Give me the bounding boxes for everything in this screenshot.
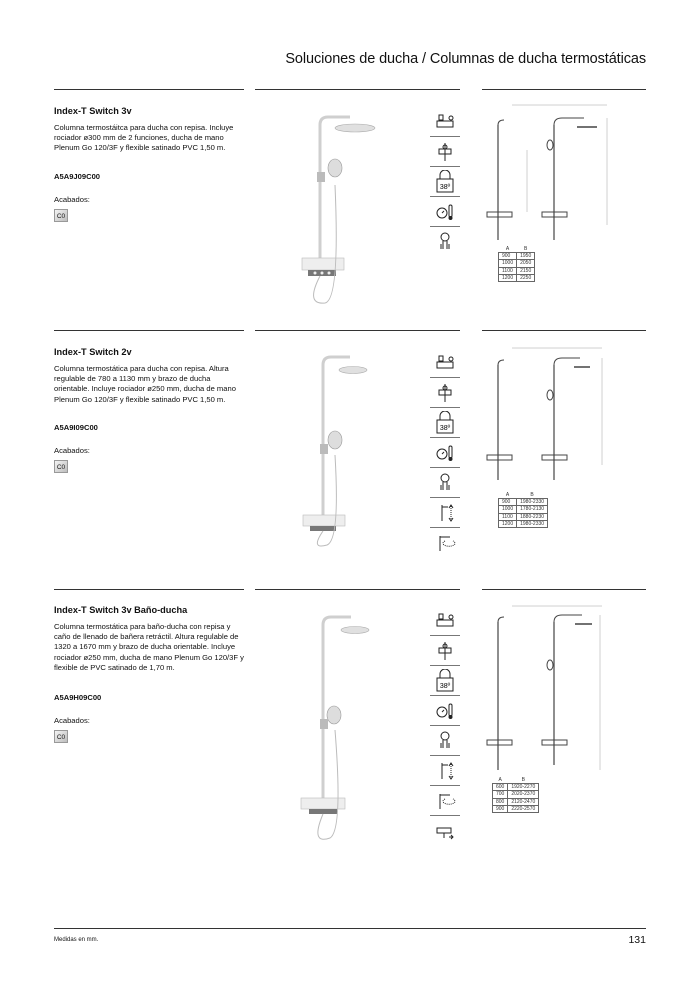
product-name: Index-T Switch 2v [54, 347, 132, 357]
divider [255, 589, 460, 590]
product-code: A5A9J09C00 [54, 172, 101, 181]
hand-press-button-icon [430, 227, 460, 257]
feature-icons [430, 107, 460, 257]
divider [255, 89, 460, 90]
dim-col-b-header: B [524, 246, 528, 252]
finish-swatch-chrome: C0 [54, 209, 68, 222]
swivel-arm-icon [430, 786, 460, 816]
temperature-lock-38-icon [430, 666, 460, 696]
swivel-arm-icon [430, 528, 460, 558]
finish-swatch-chrome: C0 [54, 730, 68, 743]
footer-note: Medidas en mm. [54, 937, 99, 943]
dim-a: 700 [493, 791, 508, 798]
divider [54, 589, 244, 590]
finishes-label: Acabados: [54, 716, 90, 725]
technical-drawing [482, 340, 647, 495]
temperature-badge: 38º [439, 424, 451, 432]
product-photo [255, 600, 415, 850]
dim-col-a-header: A [498, 777, 502, 783]
table-row [499, 253, 535, 260]
dim-col-a-header: A [505, 492, 510, 498]
temperature-lock-38-icon [430, 408, 460, 438]
divider [54, 89, 244, 90]
dim-a: 800 [493, 798, 508, 805]
table-row [493, 805, 539, 812]
product-code: A5A9I09C00 [54, 423, 98, 432]
feature-icons [430, 606, 460, 846]
dim-b: 1780-2130 [517, 506, 548, 513]
footer-divider [54, 928, 646, 929]
dim-a: 1100 [499, 513, 517, 520]
thermostatic-shelf-icon [430, 107, 460, 137]
dim-b: 1950 [517, 253, 535, 260]
table-row [493, 791, 539, 798]
product-name: Index-T Switch 3v [54, 106, 132, 116]
thermostatic-shelf-icon [430, 348, 460, 378]
eco-timer-temperature-icon [430, 696, 460, 726]
product-code: A5A9H09C00 [54, 693, 102, 702]
eco-timer-temperature-icon [430, 197, 460, 227]
dim-a: 1100 [499, 267, 517, 274]
technical-drawing [482, 100, 647, 255]
dim-col-b-header: B [530, 492, 534, 498]
dim-b: 2120-2470 [508, 798, 539, 805]
table-row [499, 274, 535, 281]
page-title: Soluciones de ducha / Columnas de ducha termostáticas [285, 51, 646, 67]
dim-a: 600 [493, 784, 508, 791]
dim-a: 900 [493, 805, 508, 812]
dim-a: 1200 [499, 520, 517, 527]
feature-icons [430, 348, 460, 558]
table-row [499, 513, 548, 520]
dim-b: 2220-2570 [508, 805, 539, 812]
dim-b: 1980-2330 [517, 520, 548, 527]
hand-press-button-icon [430, 468, 460, 498]
finishes-label: Acabados: [54, 195, 90, 204]
retractable-spout-icon [430, 816, 460, 846]
dim-b: 1980-2330 [517, 499, 548, 506]
eco-timer-temperature-icon [430, 438, 460, 468]
page-number: 131 [628, 934, 646, 946]
thermostat-valve-icon [430, 378, 460, 408]
product-name: Index-T Switch 3v Baño-ducha [54, 605, 188, 615]
table-row [493, 784, 539, 791]
table-row [499, 520, 548, 527]
product-description: Columna termostáitca para ducha con repisa. Incluye rociador ø300 mm de 2 funciones, ducha de mano Plenum Go 120/3F y flexible satinado PVC 1,50 m. [54, 123, 234, 153]
technical-drawing [482, 600, 647, 775]
finishes-label: Acabados: [54, 446, 90, 455]
divider [255, 330, 460, 331]
table-row [499, 499, 548, 506]
finish-swatch-chrome: C0 [54, 460, 68, 473]
adjustable-height-icon [430, 498, 460, 528]
dim-col-b-header: B [521, 777, 525, 783]
divider [54, 330, 244, 331]
dim-b: 2020-2370 [508, 791, 539, 798]
thermostat-valve-icon [430, 636, 460, 666]
table-row [499, 267, 535, 274]
dim-a: 1000 [499, 506, 517, 513]
table-row [493, 798, 539, 805]
product-description: Columna termostática para ducha con repisa. Altura regulable de 780 a 1130 mm y brazo de ducha orientable. Incluye rociador ø250 mm, ducha de mano Plenum Go 120/3F y flexible satinado PVC 1,50 m. [54, 364, 236, 404]
divider [482, 89, 646, 90]
thermostat-valve-icon [430, 137, 460, 167]
adjustable-height-icon [430, 756, 460, 786]
dimensions-table [498, 492, 548, 528]
dim-b: 2250 [517, 274, 535, 281]
divider [482, 330, 646, 331]
temperature-lock-38-icon [430, 167, 460, 197]
dim-b: 2150 [517, 267, 535, 274]
dim-b: 1880-2230 [517, 513, 548, 520]
temperature-badge: 38º [439, 183, 451, 191]
dim-a: 1200 [499, 274, 517, 281]
table-row [499, 506, 548, 513]
product-description: Columna termostática para baño-ducha con repisa y caño de llenado de bañera retráctil. Altura regulable de 1320 a 1670 mm y brazo de ducha orientable. Incluye rociador ø250 mm, ducha de mano Plenum Go 120/3F y flexible de PVC satinado de 1,70 m. [54, 622, 244, 672]
dim-b: 1920-2270 [508, 784, 539, 791]
dim-a: 1000 [499, 260, 517, 267]
product-photo [255, 340, 415, 550]
dim-a: 900 [499, 253, 517, 260]
dim-b: 2050 [517, 260, 535, 267]
divider [482, 589, 646, 590]
dim-a: 900 [499, 499, 517, 506]
table-row [499, 260, 535, 267]
dimensions-table [498, 246, 535, 282]
product-photo [255, 95, 415, 307]
hand-press-button-icon [430, 726, 460, 756]
thermostatic-shelf-icon [430, 606, 460, 636]
dimensions-table [492, 777, 539, 813]
dim-col-a-header: A [505, 246, 510, 252]
temperature-badge: 38º [439, 682, 451, 690]
